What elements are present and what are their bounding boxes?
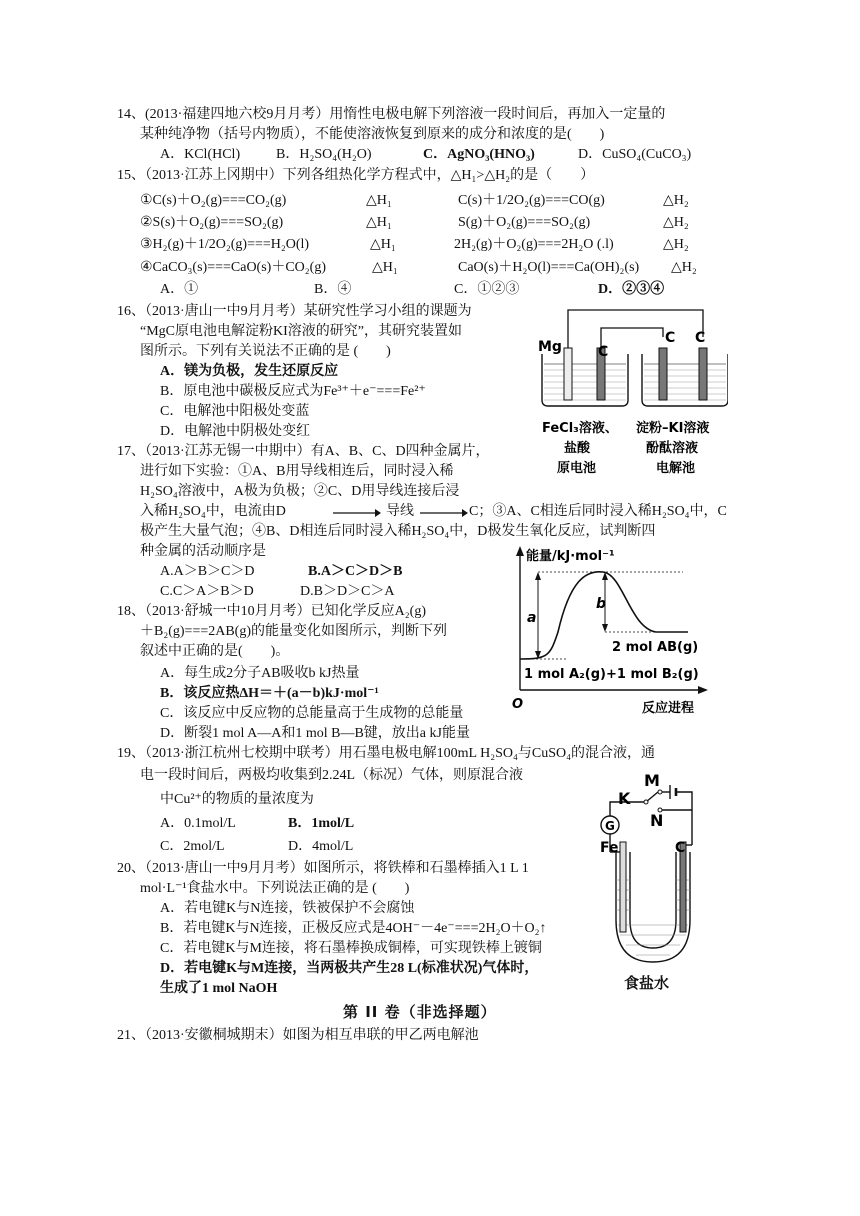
q15-r2-dh2: △H₂	[663, 215, 689, 230]
q15-r1-right: C(s)＋1/2O₂(g)===CO(g)	[458, 193, 605, 208]
q20-option-d-line1: D．若电键K与M连接，当两极共产生28 L(标准状况)气体时，	[160, 961, 539, 976]
q18-option-d: D．断裂1 mol A—A和1 mol B—B键，放出a kJ能量	[160, 726, 470, 741]
q20-stem-line2: mol·L⁻¹食盐水中。下列说法正确的是 ( )	[140, 881, 410, 896]
q16-option-b: B．原电池中碳极反应式为Fe³⁺＋e⁻===Fe²⁺	[160, 384, 426, 399]
product-state-label: 2 mol AB(g)	[612, 640, 699, 655]
q18-option-b: B．该反应热ΔH＝＋(a－b)kJ·mol⁻¹	[160, 686, 379, 701]
energy-profile-figure	[508, 540, 708, 720]
q15-r3-left: ③H₂(g)＋1/2O₂(g)===H₂O(l)	[140, 237, 310, 252]
q19-option-a: A．0.1mol/L	[160, 816, 236, 831]
q14-option-b: B．H₂SO₄(H₂O)	[276, 147, 372, 162]
galvanometer-label: G	[605, 819, 615, 833]
q15-option-d: D．②③④	[598, 282, 665, 297]
q16-stem-line1: 16、（2013·唐山一中9月月考）某研究性学习小组的课题为	[117, 304, 472, 319]
switch-k-label: K	[618, 789, 631, 808]
energy-b-label: b	[596, 596, 607, 612]
q17-stem-line5: 极产生大量气泡；④B、D相连后同时浸入稀H₂SO₄中，D极发生氧化反应，试判断四	[140, 524, 656, 539]
q17-stem-line4b: 导线	[386, 504, 414, 519]
q18-option-a: A．每生成2分子AB吸收b kJ热量	[160, 666, 360, 681]
q17-stem-line4a: 入稀H₂SO₄中，电流由D	[140, 504, 286, 519]
q17-stem-line6: 种金属的活动顺序是	[140, 544, 266, 559]
q15-r2-left: ②S(s)＋O₂(g)===SO₂(g)	[140, 215, 284, 230]
x-axis-label: 反应进程	[642, 701, 695, 716]
q19-option-d: D．4mol/L	[288, 839, 354, 854]
q17-stem-line2: 进行如下实验：①A、B用导线相连后，同时浸入稀	[140, 464, 454, 479]
q20-option-a: A．若电键K与N连接，铁被保护不会腐蚀	[160, 901, 415, 916]
q17-stem-line4c: C；③A、C相连后同时浸入稀H₂SO₄中，C	[469, 504, 727, 519]
carbon-electrode-label: C	[675, 840, 686, 856]
q20-stem-line1: 20、（2013·唐山一中9月月考）如图所示，将铁棒和石墨棒插入1 L 1	[117, 861, 529, 876]
q16-stem-line2: “MgC原电池电解淀粉KI溶液的研究”，其研究装置如	[140, 324, 462, 339]
q15-stem: 15、（2013·江苏上冈期中）下列各组热化学方程式中，△H₁>△H₂的是（ ）	[117, 168, 595, 183]
galvanic-electrolytic-figure	[528, 302, 728, 480]
u-tube-figure	[596, 770, 711, 970]
arrow-icon	[331, 506, 381, 520]
q14-stem-line2: 某种纯净物（括号内物质），不能使溶液恢复到原来的成分和浓度的是( )	[140, 127, 605, 142]
electrolytic-cell-label: 电解池	[656, 461, 696, 476]
q21-stem: 21、（2013·安徽桐城期末）如图为相互串联的甲乙两电解池	[117, 1028, 479, 1043]
carbon-electrode-label-2: C	[665, 330, 676, 346]
q18-stem-line1: 18、（2013·舒城一中10月月考）已知化学反应A₂(g)	[117, 604, 426, 619]
q15-r2-dh1: △H₁	[366, 215, 392, 230]
salt-water-label: 食盐水	[624, 974, 670, 992]
q17-stem-line3: H₂SO₄溶液中，A极为负极；②C、D用导线连接后浸	[140, 484, 460, 499]
q18-stem-line2: ＋B₂(g)===2AB(g)的能量变化如图所示，判断下列	[140, 624, 448, 639]
q20-option-d-line2: 生成了1 mol NaOH	[160, 981, 278, 996]
arrow-icon	[418, 506, 468, 520]
q17-option-d: D.B＞D＞C＞A	[300, 584, 395, 599]
iron-electrode-label: Fe	[600, 840, 619, 856]
q15-r4-left: ④CaCO₃(s)===CaO(s)＋CO₂(g)	[140, 260, 326, 275]
q20-option-b: B．若电键K与N连接，正极反应式是4OH⁻－4e⁻===2H₂O＋O₂↑	[160, 921, 547, 936]
section-title: 第 II 卷（非选择题）	[343, 1003, 497, 1021]
left-solution-label: FeCl₃溶液、	[542, 421, 618, 436]
origin-label: O	[512, 697, 524, 712]
left-solution-label-2: 盐酸	[564, 441, 591, 456]
terminal-n-label: N	[650, 811, 664, 830]
q14-option-c: C．AgNO₃(HNO₃)	[423, 147, 535, 162]
q15-r3-right: 2H₂(g)＋O₂(g)===2H₂O (.l)	[454, 237, 614, 252]
reactant-state-label: 1 mol A₂(g)+1 mol B₂(g)	[524, 667, 699, 682]
q18-stem-line3: 叙述中正确的是( )。	[140, 644, 290, 659]
right-solution-label-2: 酚酞溶液	[646, 441, 699, 456]
q17-option-b: B.A＞C＞D＞B	[308, 564, 403, 579]
activation-energy-a-label: a	[527, 610, 537, 626]
q15-option-a: A．①	[160, 282, 199, 297]
q15-r3-dh2: △H₂	[663, 237, 689, 252]
q14-option-d: D．CuSO₄(CuCO₃)	[578, 147, 692, 162]
y-axis-label: 能量/kJ·mol⁻¹	[526, 549, 615, 564]
q17-option-a: A.A＞B＞C＞D	[160, 564, 255, 579]
q19-stem-line1: 19、（2013·浙江杭州七校期中联考）用石墨电极电解100mL H₂SO₄与CuSO₄的混合液，通	[117, 746, 655, 761]
galvanic-cell-label: 原电池	[557, 461, 597, 476]
q15-r1-left: ①C(s)＋O₂(g)===CO₂(g)	[140, 193, 287, 208]
q17-stem-line1: 17、（2013·江苏无锡一中期中）有A、B、C、D四种金属片，	[117, 444, 490, 459]
q15-r2-right: S(g)＋O₂(g)===SO₂(g)	[458, 215, 591, 230]
q14-option-a: A．KCl(HCl)	[160, 147, 241, 162]
q14-stem-line1: 14、(2013·福建四地六校9月月考）用惰性电极电解下列溶液一段时间后，再加入一定量的	[117, 107, 666, 122]
q20-option-c: C．若电键K与M连接，将石墨棒换成铜棒，可实现铁棒上镀铜	[160, 941, 542, 956]
q15-r4-right: CaO(s)＋H₂O(l)===Ca(OH)₂(s)	[458, 260, 640, 275]
q19-stem-line2: 电一段时间后，两极均收集到2.24L（标况）气体，则原混合液	[140, 768, 524, 783]
carbon-electrode-label-3: C	[695, 330, 706, 346]
q16-option-c: C．电解池中阳极处变蓝	[160, 404, 310, 419]
q15-r4-dh1: △H₁	[372, 260, 398, 275]
mg-electrode-label: Mg	[538, 339, 562, 355]
carbon-electrode-label-1: C	[598, 344, 609, 360]
q19-stem-line3: 中Cu²⁺的物质的量浓度为	[160, 792, 314, 807]
terminal-m-label: M	[644, 771, 660, 790]
q19-option-c: C．2mol/L	[160, 839, 225, 854]
q15-r1-dh1: △H₁	[366, 193, 392, 208]
q18-option-c: C．该反应中反应物的总能量高于生成物的总能量	[160, 706, 464, 721]
q17-option-c: C.C＞A＞B＞D	[160, 584, 254, 599]
q15-option-b: B．④	[314, 282, 352, 297]
q15-r4-dh2: △H₂	[671, 260, 697, 275]
right-solution-label: 淀粉–KI溶液	[636, 421, 710, 436]
q16-option-d: D．电解池中阴极处变红	[160, 424, 311, 439]
q15-r1-dh2: △H₂	[663, 193, 689, 208]
q15-r3-dh1: △H₁	[370, 237, 396, 252]
q19-option-b: B．1mol/L	[288, 816, 355, 831]
q15-option-c: C．①②③	[454, 282, 520, 297]
q16-option-a: A．镁为负极，发生还原反应	[160, 364, 339, 379]
q16-stem-line3: 图所示。下列有关说法不正确的是 ( )	[140, 344, 391, 359]
